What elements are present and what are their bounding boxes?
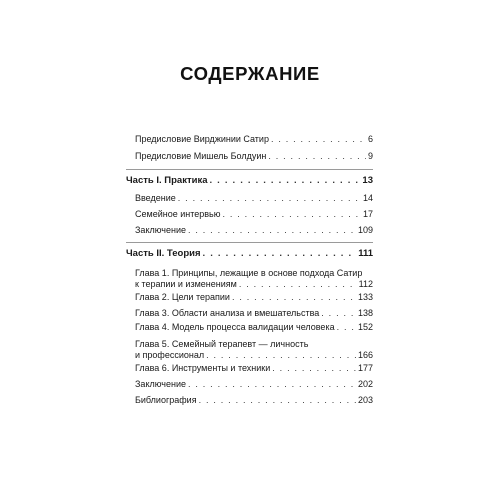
toc-entry-label: Предисловие Мишель Болдуин [135, 151, 267, 161]
toc-entry-label: Библиография [135, 395, 197, 405]
toc-leader-dots [321, 308, 356, 319]
toc-entry-label: Глава 3. Области анализа и вмешательства [135, 308, 320, 318]
toc-leader-dots [203, 248, 357, 259]
toc-page-number: 6 [367, 134, 373, 144]
toc-leader-dots [206, 350, 356, 361]
toc-leader-dots [337, 322, 356, 333]
toc-entry-label: Заключение [135, 225, 186, 235]
toc-entry-chapter-5[interactable] [135, 339, 373, 361]
toc-entry-label-continued: к терапии и изменениям [135, 279, 237, 289]
toc-leader-dots [178, 193, 361, 204]
toc-page-number: 109 [357, 225, 373, 235]
toc-part-1[interactable] [126, 175, 373, 186]
toc-page-number: 177 [357, 363, 373, 373]
section-divider [126, 169, 373, 170]
toc-leader-dots [188, 379, 356, 390]
toc-page-number: 13 [362, 175, 373, 186]
toc-page-number: 166 [357, 350, 373, 360]
toc-page-number: 14 [362, 193, 373, 203]
toc-leader-dots [268, 151, 366, 162]
toc-entry-introduction[interactable] [135, 193, 373, 204]
toc-entry-label: Глава 2. Цели терапии [135, 292, 230, 302]
toc-entry-label: Заключение [135, 379, 186, 389]
toc-leader-dots [272, 363, 356, 374]
toc-entry-chapter-6[interactable] [135, 363, 373, 374]
toc-page-number: 152 [357, 322, 373, 332]
toc-entry-label: Введение [135, 193, 176, 203]
toc-leader-dots [239, 279, 357, 290]
toc-entry-label: Глава 4. Модель процесса валидации человека [135, 322, 335, 332]
toc-leader-dots [222, 209, 361, 220]
toc-page-number: 133 [357, 292, 373, 302]
toc-entry-chapter-1[interactable] [135, 268, 373, 290]
toc-leader-dots [210, 175, 361, 186]
toc-page-number: 203 [357, 395, 373, 405]
toc-entry-satir-preface[interactable] [135, 134, 373, 145]
toc-page-number: 202 [357, 379, 373, 389]
toc-entry-baldwin-preface[interactable] [135, 151, 373, 162]
toc-leader-dots [199, 395, 356, 406]
toc-part-label: Часть II. Теория [126, 248, 201, 259]
toc-leader-dots [188, 225, 356, 236]
toc-entry-chapter-4[interactable] [135, 322, 373, 333]
toc-part-2[interactable] [126, 248, 373, 259]
toc-leader-dots [232, 292, 356, 303]
toc-page-number: 112 [358, 279, 373, 289]
toc-part-label: Часть I. Практика [126, 175, 208, 186]
toc-entry-chapter-2[interactable] [135, 292, 373, 303]
toc-entry-label-continued: и профессионал [135, 350, 205, 360]
page-title: СОДЕРЖАНИЕ [180, 63, 320, 84]
toc-entry-label: Глава 6. Инструменты и техники [135, 363, 271, 373]
toc-page-number: 9 [367, 151, 373, 161]
toc-entry-conclusion-2[interactable] [135, 379, 373, 390]
toc-entry-label: Глава 5. Семейный терапевт — личность [135, 339, 309, 349]
toc-page-number: 17 [362, 209, 373, 219]
toc-entry-family-interview[interactable] [135, 209, 373, 220]
toc-entry-conclusion-1[interactable] [135, 225, 373, 236]
toc-leader-dots [271, 134, 366, 145]
toc-page-number: 111 [358, 248, 373, 259]
toc-entry-chapter-3[interactable] [135, 308, 373, 319]
toc-page-number: 138 [357, 308, 373, 318]
toc-entry-label: Предисловие Вирджинии Сатир [135, 134, 269, 144]
toc-entry-label: Семейное интервью [135, 209, 221, 219]
section-divider [126, 242, 373, 243]
toc-entry-label: Глава 1. Принципы, лежащие в основе подхода Сатир [135, 268, 363, 278]
toc-entry-bibliography[interactable] [135, 395, 373, 406]
